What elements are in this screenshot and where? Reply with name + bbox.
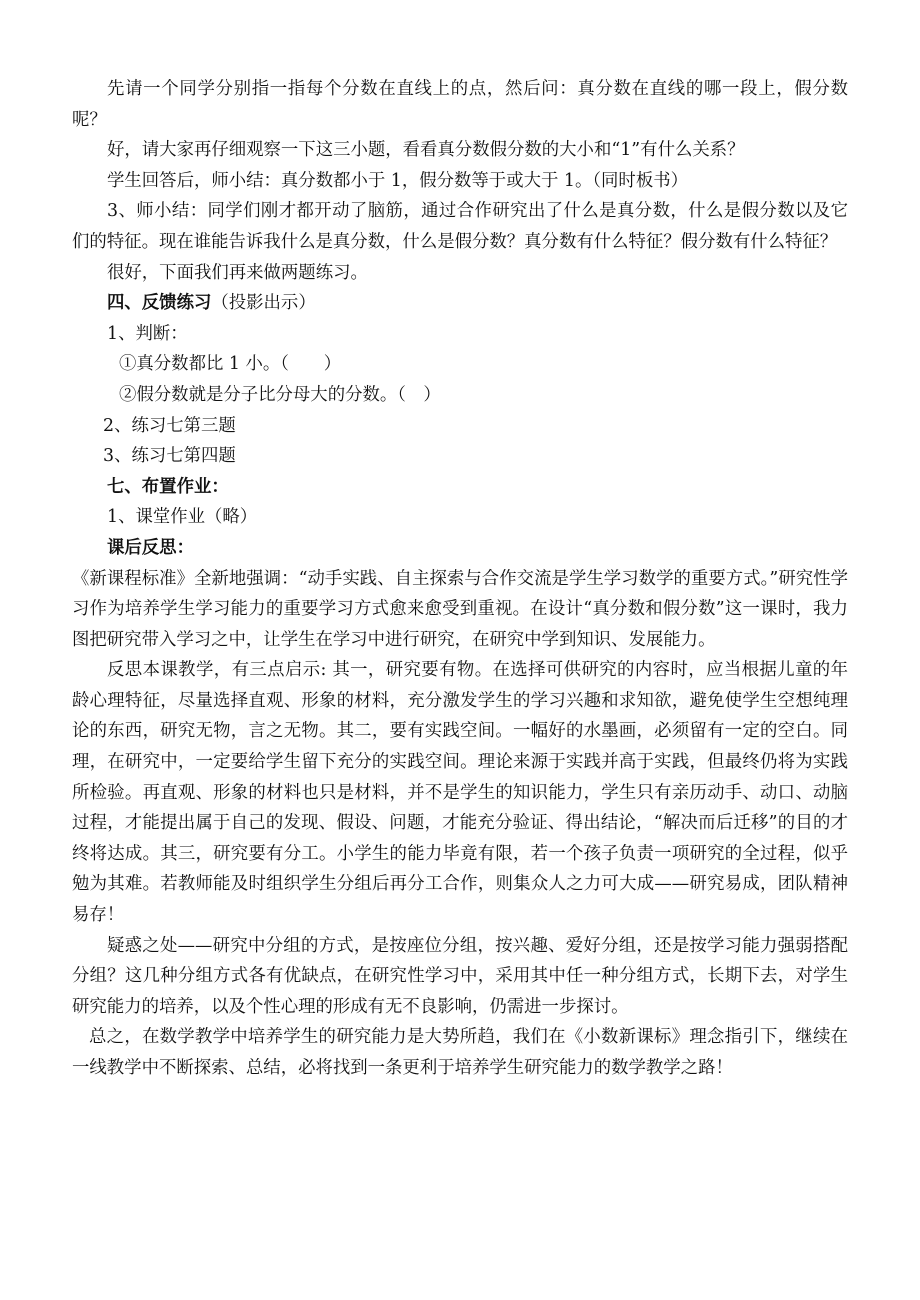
section-7-item-1: 1、课堂作业（略） bbox=[107, 507, 258, 528]
paragraph-number-line-question: 先请一个同学分别指一指每个分数在直线上的点，然后问：真分数在直线的哪一段上，假分数呢？ bbox=[72, 79, 848, 130]
reflection-paragraph-1: 《新课程标准》全新地强调：“动手实践、自主探索与合作交流是学生学习数学的重要方式。”研究性学习作为培养学生学习能力的重要学习方式愈来愈受到重视。在设计“真分数和假分数”这一课时，我力图把研究带入学习之中，让学生在学习中进行研究，在研究中学到知识、发展能力。 bbox=[72, 568, 848, 650]
judgment-question-2: ②假分数就是分子比分母大的分数。（ ） bbox=[119, 384, 441, 405]
reflection-paragraph-4: 总之，在数学教学中培养学生的研究能力是大势所趋，我们在《小数新课标》理念指引下，继续在一线教学中不断探索、总结，必将找到一条更利于培养学生研究能力的数学教学之路！ bbox=[72, 1027, 848, 1078]
paragraph-practice-intro: 很好，下面我们再来做两题练习。 bbox=[107, 262, 368, 283]
section-4-title: 四、反馈练习 bbox=[107, 293, 212, 314]
reflection-paragraph-3: 疑惑之处——研究中分组的方式，是按座位分组，按兴趣、爱好分组，还是按学习能力强弱搭配分组？这几种分组方式各有优缺点，在研究性学习中，采用其中任一种分组方式，长期下去，对学生研究能力的培养，以及个性心理的形成有无不良影响，仍需进一步探讨。 bbox=[72, 935, 848, 1017]
judgment-question-1: ①真分数都比 1 小。（ ） bbox=[119, 354, 342, 375]
reflection-heading: 课后反思： bbox=[107, 537, 194, 558]
section-4-item-1: 1、判断： bbox=[107, 323, 188, 344]
paragraph-observe-question: 好，请大家再仔细观察一下这三小题，看看真分数假分数的大小和“1”有什么关系？ bbox=[107, 140, 745, 161]
document-page bbox=[72, 74, 848, 1084]
section-4-heading bbox=[72, 288, 848, 319]
section-4-note: （投影出示） bbox=[211, 293, 316, 314]
section-4-item-3: 3、练习七第四题 bbox=[103, 446, 236, 467]
section-4-item-2: 2、练习七第三题 bbox=[103, 415, 236, 436]
paragraph-teacher-summary: 学生回答后，师小结：真分数都小于 1，假分数等于或大于 1。（同时板书） bbox=[107, 170, 688, 191]
reflection-paragraph-2: 反思本课教学，有三点启示: 其一，研究要有物。在选择可供研究的内容时，应当根据儿童的年龄心理特征，尽量选择直观、形象的材料，充分激发学生的学习兴趣和求知欲，避免使学生空想纯理论的东西，研究无物，言之无物。其二，要有实践空间。一幅好的水墨画，必须留有一定的空白。同理，在研究中，一定要给学生留下充分的实践空间。理论来源于实践并高于实践，但最终仍将为实践所检验。再直观、形象的材料也只是材料，并不是学生的知识能力，学生只有亲历动手、动口、动脑过程，才能提出属于自己的发现、假设、问题，才能充分验证、得出结论，“解决而后迁移”的目的才终将达成。其三，研究要有分工。小学生的能力毕竟有限，若一个孩子负责一项研究的全过程，似乎勉为其难。若教师能及时组织学生分组后再分工合作，则集众人之力可大成——研究易成，团队精神易存！ bbox=[72, 660, 848, 926]
section-7-heading: 七、布置作业： bbox=[107, 476, 229, 497]
paragraph-step-3: 3、师小结：同学们刚才都开动了脑筋，通过合作研究出了什么是真分数，什么是假分数以及它们的特征。现在谁能告诉我什么是真分数，什么是假分数？真分数有什么特征？假分数有什么特征？ bbox=[72, 201, 848, 252]
